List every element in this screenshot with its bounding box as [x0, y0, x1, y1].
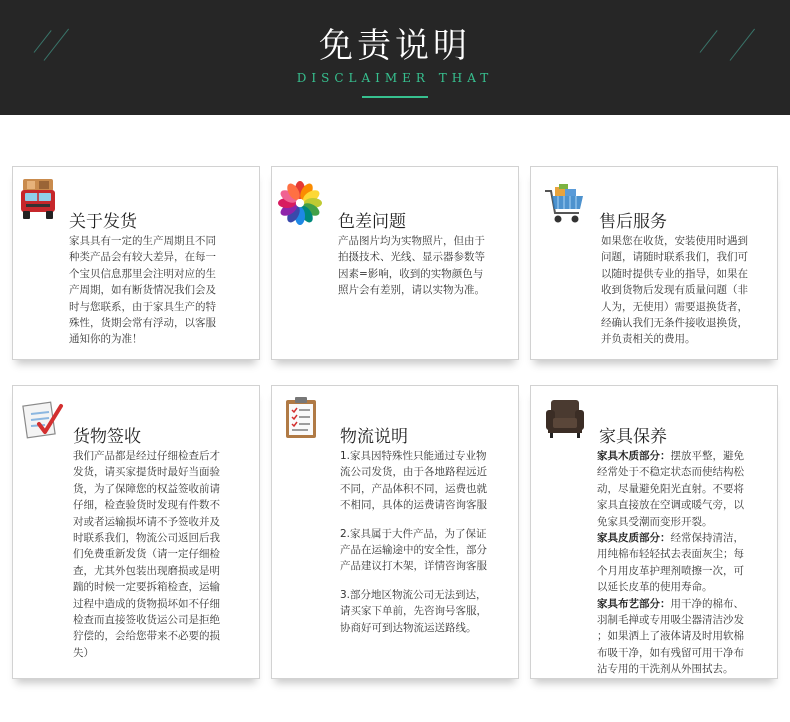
body-line: 发货，请买家提货时最好当面验	[73, 466, 220, 479]
body-line: 流公司发货，由于各地路程远近	[340, 466, 487, 479]
body-line: 狞偿的，会给您带来不必要的损	[73, 630, 220, 643]
body-line: 经确认我们无条件接收退换货，	[601, 317, 748, 330]
body-line: 对或者运输损坏请不予签收并及	[73, 515, 220, 528]
body-line: 们免费重新发货（请一定仔细检	[73, 548, 220, 561]
body-line: 我们产品都是经过仔细检查后才	[73, 450, 220, 462]
card-title: 物流说明	[340, 427, 408, 447]
body-line: 以延长皮革的使用寿命。	[597, 581, 713, 594]
body-line: ；如果洒上了液体请及时用软棉	[597, 630, 744, 643]
body-line: 查，尤其外包装出现磨损或是明	[73, 564, 220, 577]
body-line: 检查而直接签收货运公司是拒绝	[73, 614, 220, 627]
body-line: 收到货物后发现有质量问题（非	[601, 284, 748, 297]
body-line: 产品在运输途中的安全性，部分	[340, 544, 487, 557]
page-subtitle: DISCLAIMER THAT	[296, 71, 494, 85]
body-line: 种类产品会有较大差异，在每一	[69, 251, 216, 264]
body-line: 摆放平整，避免	[670, 450, 744, 462]
body-line: 如果您在收货，安装使用时遇到	[601, 235, 748, 247]
header-banner	[0, 0, 790, 115]
card-title: 家具保养	[599, 427, 667, 447]
body-line: 以随时提供专业的指导，如果在	[601, 267, 748, 280]
body-line: 通知你的为准！	[69, 333, 143, 346]
page-title: 免责说明	[319, 26, 471, 66]
body-line: 过程中造成的货物损坏如不仔细	[73, 597, 220, 610]
body-line: 协商好可到达物流运送路线。	[340, 621, 477, 634]
body-line: 用纯棉布轻轻拭去表面灰尘；每	[597, 548, 744, 561]
card-body	[601, 233, 773, 348]
body-line: 布吸干净，如有残留可用干净布	[597, 646, 744, 659]
card-color-difference	[271, 166, 519, 360]
body-line: 并负责相关的费用。	[601, 333, 696, 346]
body-line: 个月用皮革护理剂喷擦一次，可	[597, 564, 744, 577]
body-line: 因素=影响，收到的实物颜色与	[338, 267, 484, 280]
body-line: 时与您联系，由于家具生产的特	[69, 300, 216, 313]
card-title: 关于发货	[69, 212, 137, 232]
card-title: 货物签收	[73, 427, 141, 447]
body-line: 经常保持清洁，	[670, 532, 744, 545]
body-line: 经常处于不稳定状态而使结构松	[597, 466, 744, 479]
body-line: 个宝贝信息那里会注明对应的生	[69, 267, 216, 280]
body-line: 家具具有一定的生产周期且不同	[69, 235, 216, 247]
card-logistics	[271, 385, 519, 679]
section-label: 家具布艺部分：	[597, 597, 671, 610]
body-line: 沾专用的干洗剂从外围拭去。	[597, 663, 734, 676]
card-title: 售后服务	[599, 212, 667, 232]
body-line: 踹的时候一定要拆箱检查，运输	[73, 581, 220, 594]
body-line: 不相同，具体的运费请咨询客服	[340, 499, 487, 512]
body-line: 请买家下单前，先咨询号客服，	[340, 605, 487, 618]
card-body	[340, 448, 512, 636]
card-body	[338, 233, 510, 299]
body-line: 货，为了保障您的权益签收前请	[73, 482, 220, 495]
body-line: 家具直接放在空调或暖气旁，以	[597, 499, 744, 512]
body-line: 免家具受潮而变形开裂。	[597, 515, 713, 528]
armchair-icon	[543, 396, 587, 440]
body-line: 2.家具属于大件产品，为了保证	[340, 527, 487, 540]
shopping-cart-icon	[543, 183, 587, 227]
body-line: 问题，请随时联系我们，我们可	[601, 251, 748, 264]
card-delivery-signing	[12, 385, 260, 679]
body-line: 殊性，货期会常有浮动，以客服	[69, 317, 216, 330]
title-underline	[362, 96, 428, 98]
card-body	[69, 233, 249, 348]
clipboard-icon	[280, 396, 324, 440]
signed-checklist-icon	[21, 398, 65, 442]
body-line: 用干净的棉布、	[670, 597, 744, 610]
body-line: 动，尽量避免阳光直射。不要将	[597, 482, 744, 495]
body-line: 产品图片均为实物照片，但由于	[338, 235, 485, 247]
delivery-truck-icon	[17, 177, 61, 221]
body-line: 失）	[73, 646, 94, 659]
card-after-sales	[530, 166, 778, 360]
body-line: 产品建议打木架，详情咨询客服	[340, 560, 487, 573]
body-line: 1.家具因特殊性只能通过专业物	[340, 450, 487, 462]
body-line: 不同，产品体积不同，运费也就	[340, 482, 487, 495]
body-line: 人为，无使用）需要退换货者，	[601, 300, 748, 313]
card-body	[73, 448, 253, 661]
body-line: 产周期，如有断货情况我们会及	[69, 284, 216, 297]
card-furniture-care	[530, 385, 778, 679]
body-line: 照片会有差别，请以实物为准。	[338, 284, 485, 297]
card-body	[597, 448, 773, 678]
body-line: 羽制毛掸或专用吸尘器清洁沙发	[597, 614, 744, 627]
card-title: 色差问题	[338, 212, 406, 232]
body-line: 仔细，检查验货时发现有件数不	[73, 499, 220, 512]
body-line: 拍摄技术、光线、显示器参数等	[338, 251, 485, 264]
section-label: 家具木质部分：	[597, 450, 671, 462]
section-label: 家具皮质部分：	[597, 532, 671, 545]
color-wheel-icon	[278, 181, 322, 225]
card-shipping	[12, 166, 260, 360]
body-line: 时联系我们，物流公司返回后我	[73, 532, 220, 545]
body-line: 3.部分地区物流公司无法到达，	[340, 588, 487, 601]
